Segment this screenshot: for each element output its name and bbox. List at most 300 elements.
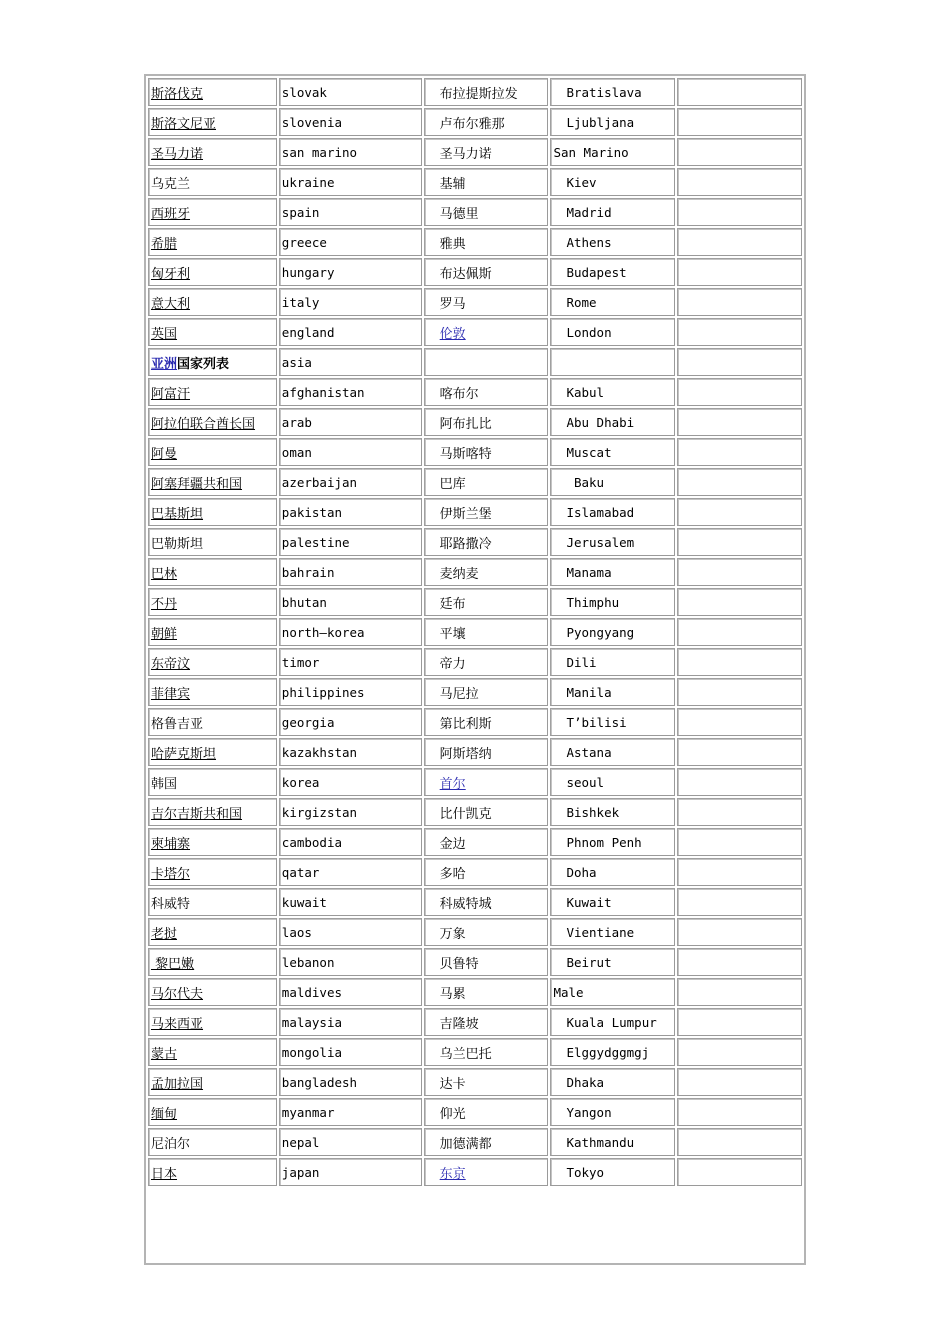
capital-zh-cell [424,1098,549,1126]
capital-en-cell [550,618,675,646]
country-en-cell [279,468,422,496]
empty-cell [677,1098,802,1126]
country-zh-cell [148,1158,277,1186]
capital-zh: 乌兰巴托 [439,1046,492,1062]
capital-en: Kiev [566,174,597,190]
table-row [148,468,802,496]
country-en-cell [279,828,422,856]
country-capital-table-frame [144,74,806,1265]
country-en: slovak [281,84,327,100]
capital-zh-cell [424,708,549,736]
country-zh-cell [148,1068,277,1096]
empty-cell [677,1068,802,1096]
capital-en-cell [550,918,675,946]
country-zh-cell [148,228,277,256]
capital-zh: 贝鲁特 [439,956,479,972]
empty-cell [677,1158,802,1186]
table-row [148,258,802,286]
table-row [148,978,802,1006]
country-zh-link[interactable]: 东帝汶 [151,656,191,672]
table-row [148,198,802,226]
country-zh-cell [148,798,277,826]
capital-zh: 科威特城 [439,896,492,912]
table-row [148,618,802,646]
empty-cell [677,618,802,646]
empty-cell [677,708,802,736]
country-en: cambodia [281,834,343,850]
empty-cell [677,258,802,286]
capital-zh-cell [424,828,549,856]
country-zh-cell [148,198,277,226]
capital-en-cell [550,1008,675,1036]
capital-zh: 布达佩斯 [439,266,492,282]
country-zh-cell [148,648,277,676]
empty-cell [677,108,802,136]
country-zh-cell [148,978,277,1006]
capital-zh-cell [424,108,549,136]
capital-en: Male [553,984,584,1000]
country-en-cell [279,138,422,166]
capital-zh-cell [424,288,549,316]
table-row [148,108,802,136]
country-en-cell [279,258,422,286]
capital-en: Jerusalem [566,534,635,550]
country-en-cell [279,1158,422,1186]
country-en-cell [279,198,422,226]
capital-en: Rome [566,294,597,310]
table-row [148,918,802,946]
capital-zh: 基辅 [439,176,466,192]
capital-en-cell [550,738,675,766]
empty-cell [677,558,802,586]
country-en-cell [279,318,422,346]
country-en: italy [281,294,320,310]
country-zh-link[interactable]: 菲律宾 [151,686,191,702]
country-zh-cell [148,1128,277,1156]
capital-zh-cell [424,168,549,196]
table-row [148,228,802,256]
country-zh-link[interactable]: 西班牙 [151,206,191,222]
capital-en-cell [550,258,675,286]
country-en: georgia [281,714,335,730]
table-row [148,498,802,526]
empty-cell [677,858,802,886]
country-zh: 巴勒斯坦 [151,536,204,552]
capital-en: Vientiane [566,924,635,940]
country-en-cell [279,648,422,676]
capital-en-cell [550,1098,675,1126]
country-en-cell [279,348,422,376]
capital-zh-cell [424,498,549,526]
country-en: palestine [281,534,350,550]
capital-zh-cell [424,1128,549,1156]
empty-cell [677,438,802,466]
capital-en-cell [550,168,675,196]
capital-zh: 马德里 [439,206,479,222]
country-zh-cell [148,888,277,916]
country-en-cell [279,168,422,196]
capital-en-cell [550,78,675,106]
country-en-cell [279,768,422,796]
country-zh-link[interactable]: 斯洛伐克 [151,86,204,102]
country-zh-link[interactable]: 卡塔尔 [151,866,191,882]
country-zh-link[interactable]: 阿曼 [151,446,178,462]
country-en: spain [281,204,320,220]
country-en-cell [279,228,422,256]
capital-en: seoul [566,774,605,790]
table-body [148,78,802,1186]
country-zh-cell [148,618,277,646]
capital-en: Yangon [566,1104,612,1120]
capital-en-cell [550,378,675,406]
country-zh: 格鲁吉亚 [151,716,204,732]
capital-en-cell [550,708,675,736]
empty-cell [677,408,802,436]
empty-cell [677,168,802,196]
capital-en: T’bilisi [566,714,627,730]
empty-cell [677,198,802,226]
country-en-cell [279,798,422,826]
capital-en-cell [550,318,675,346]
empty-cell [677,1038,802,1066]
country-en: maldives [281,984,343,1000]
country-en-cell [279,528,422,556]
capital-zh: 巴库 [439,476,466,492]
empty-cell [677,78,802,106]
capital-zh: 阿斯塔纳 [439,746,492,762]
capital-en: London [566,324,612,340]
country-en: england [281,324,335,340]
country-en: kirgizstan [281,804,358,820]
country-en-cell [279,738,422,766]
capital-en-cell [550,498,675,526]
capital-zh: 平壤 [439,626,466,642]
country-en: timor [281,654,320,670]
capital-en-cell [550,348,675,376]
empty-cell [677,228,802,256]
capital-en-cell [550,198,675,226]
capital-zh-cell [424,1008,549,1036]
country-en-cell [279,288,422,316]
capital-en-cell [550,798,675,826]
capital-en-cell [550,648,675,676]
capital-en-cell [550,528,675,556]
country-zh-link[interactable]: 朝鲜 [151,626,178,642]
country-en: greece [281,234,327,250]
capital-zh-cell [424,648,549,676]
capital-zh-cell [424,918,549,946]
empty-cell [677,798,802,826]
table-row [148,948,802,976]
country-zh-cell [148,378,277,406]
country-en: philippines [281,684,365,700]
capital-en-cell [550,1068,675,1096]
country-zh-link[interactable]: 斯洛文尼亚 [151,116,217,132]
country-en: oman [281,444,312,460]
capital-en: Phnom Penh [566,834,642,850]
capital-en: Madrid [566,204,612,220]
country-en-cell [279,978,422,1006]
country-en: san marino [281,144,358,160]
capital-zh-cell [424,138,549,166]
country-en: hungary [281,264,335,280]
capital-en: Astana [566,744,612,760]
capital-zh: 马斯喀特 [439,446,492,462]
capital-zh: 帝力 [439,656,466,672]
capital-en: Tokyo [566,1164,605,1180]
capital-en: Kabul [566,384,605,400]
capital-zh: 阿布扎比 [439,416,492,432]
capital-zh-cell [424,468,549,496]
capital-en: Athens [566,234,612,250]
capital-zh-cell [424,618,549,646]
country-zh-link[interactable]: 马来西亚 [151,1016,204,1032]
capital-zh-cell [424,258,549,286]
capital-en-cell [550,108,675,136]
country-en-cell [279,1128,422,1156]
empty-cell [677,318,802,346]
capital-zh-link[interactable]: 首尔 [439,776,466,792]
empty-cell [677,1008,802,1036]
table-row [148,438,802,466]
country-zh-cell [148,1038,277,1066]
capital-en: Beirut [566,954,612,970]
country-en-cell [279,408,422,436]
table-row [148,738,802,766]
country-en: ukraine [281,174,335,190]
capital-zh: 耶路撒冷 [439,536,492,552]
empty-cell [677,678,802,706]
country-en: pakistan [281,504,343,520]
capital-en: Kathmandu [566,1134,635,1150]
country-zh-link[interactable]: 阿塞拜疆共和国 [151,476,243,492]
table-row [148,588,802,616]
country-en: north—korea [281,624,365,640]
capital-zh: 卢布尔雅那 [439,116,505,132]
capital-zh-cell [424,378,549,406]
country-zh: 尼泊尔 [151,1136,191,1152]
empty-cell [677,588,802,616]
country-zh-link[interactable]: 哈萨克斯坦 [151,746,217,762]
country-en: japan [281,1164,320,1180]
country-en-cell [279,678,422,706]
country-en-cell [279,1008,422,1036]
capital-en-cell [550,828,675,856]
table-row [148,318,802,346]
country-en-cell [279,78,422,106]
empty-cell [677,918,802,946]
country-en: lebanon [281,954,335,970]
table-row [148,708,802,736]
country-en: nepal [281,1134,320,1150]
table-row [148,1158,802,1186]
continent-link[interactable]: 亚洲 [151,356,178,372]
capital-zh-cell [424,858,549,886]
table-row [148,78,802,106]
capital-zh-cell [424,408,549,436]
country-en: bahrain [281,564,335,580]
country-en-cell [279,438,422,466]
capital-zh: 仰光 [439,1106,466,1122]
capital-zh: 比什凯克 [439,806,492,822]
country-zh-link[interactable]: 希腊 [151,236,178,252]
capital-zh: 加德满都 [439,1136,492,1152]
country-en: afghanistan [281,384,365,400]
country-zh-link[interactable]: 意大利 [151,296,191,312]
empty-cell [677,1128,802,1156]
country-en: korea [281,774,320,790]
capital-zh: 达卡 [439,1076,466,1092]
capital-zh-cell [424,1158,549,1186]
capital-en: Muscat [566,444,612,460]
country-zh-cell [148,348,277,376]
capital-zh-cell [424,678,549,706]
capital-zh-cell [424,348,549,376]
country-zh-cell [148,468,277,496]
capital-en: Baku [566,474,605,490]
capital-zh: 马尼拉 [439,686,479,702]
country-zh-link[interactable]: 柬埔寨 [151,836,191,852]
country-zh-link[interactable]: 圣马力诺 [151,146,204,162]
table-row [148,1128,802,1156]
capital-en-cell [550,888,675,916]
capital-zh-cell [424,888,549,916]
country-zh-cell [148,78,277,106]
capital-en: Abu Dhabi [566,414,635,430]
country-en-cell [279,618,422,646]
country-zh-cell [148,858,277,886]
capital-zh-link[interactable]: 伦敦 [439,326,466,342]
country-zh-link[interactable]: 日本 [151,1166,178,1182]
country-en: kazakhstan [281,744,358,760]
capital-en-cell [550,1038,675,1066]
country-zh-cell [148,408,277,436]
table-row [148,378,802,406]
country-zh-cell [148,708,277,736]
section-heading-text: 国家列表 [177,356,230,372]
capital-zh-cell [424,798,549,826]
capital-en: Kuala Lumpur [566,1014,657,1030]
country-zh-link[interactable]: 马尔代夫 [151,986,204,1002]
country-zh-link[interactable]: 老挝 [151,926,178,942]
capital-zh-cell [424,198,549,226]
country-zh-link[interactable]: 巴林 [151,566,178,582]
capital-zh-cell [424,948,549,976]
capital-en-cell [550,1128,675,1156]
table-row [148,858,802,886]
capital-en: Elggydggmgj [566,1044,650,1060]
country-en: malaysia [281,1014,343,1030]
country-en-cell [279,1068,422,1096]
country-en: kuwait [281,894,327,910]
country-en-cell [279,948,422,976]
country-en: laos [281,924,312,940]
country-zh-cell [148,168,277,196]
country-zh: 科威特 [151,896,191,912]
capital-en-cell [550,978,675,1006]
capital-zh-cell [424,738,549,766]
country-en: slovenia [281,114,343,130]
table-row [148,1038,802,1066]
capital-en: Islamabad [566,504,635,520]
country-en: myanmar [281,1104,335,1120]
capital-zh: 马累 [439,986,466,1002]
country-zh-link[interactable]: 阿拉伯联合酋长国 [151,416,256,432]
country-zh-cell [148,1098,277,1126]
capital-zh-cell [424,558,549,586]
capital-zh-cell [424,588,549,616]
capital-en: Thimphu [566,594,620,610]
capital-zh-cell [424,438,549,466]
empty-cell [677,948,802,976]
table-row [148,648,802,676]
empty-cell [677,288,802,316]
country-en: qatar [281,864,320,880]
capital-en: Manama [566,564,612,580]
capital-zh-link[interactable]: 东京 [439,1166,466,1182]
country-zh-link[interactable]: 不丹 [151,596,178,612]
empty-cell [677,828,802,856]
empty-cell [677,738,802,766]
country-zh-cell [148,288,277,316]
country-en: bangladesh [281,1074,358,1090]
capital-en-cell [550,408,675,436]
country-zh-link[interactable]: 匈牙利 [151,266,191,282]
country-zh-link[interactable]: 吉尔吉斯共和国 [151,806,243,822]
table-row [148,558,802,586]
country-en: azerbaijan [281,474,358,490]
capital-zh: 多哈 [439,866,466,882]
country-zh-link[interactable]: 蒙古 [151,1046,178,1062]
capital-zh: 布拉提斯拉发 [439,86,518,102]
capital-zh: 第比利斯 [439,716,492,732]
country-zh-link[interactable]: 阿富汗 [151,386,191,402]
country-en-cell [279,918,422,946]
empty-cell [677,888,802,916]
capital-zh-cell [424,978,549,1006]
country-zh-link[interactable]: 缅甸 [151,1106,178,1122]
capital-en-cell [550,858,675,886]
country-en-cell [279,1098,422,1126]
country-zh-link[interactable]: 黎巴嫩 [151,956,195,972]
table-row [148,1098,802,1126]
capital-en-cell [550,588,675,616]
country-en-cell [279,888,422,916]
country-zh: 乌克兰 [151,176,191,192]
capital-zh: 麦纳麦 [439,566,479,582]
country-en-cell [279,108,422,136]
capital-en-cell [550,768,675,796]
capital-en: Kuwait [566,894,612,910]
capital-zh: 罗马 [439,296,466,312]
capital-en: Bratislava [566,84,642,100]
capital-en-cell [550,948,675,976]
capital-en: Doha [566,864,597,880]
table-row [148,768,802,796]
empty-cell [677,768,802,796]
capital-en-cell [550,438,675,466]
capital-zh: 喀布尔 [439,386,479,402]
capital-en-cell [550,288,675,316]
capital-zh: 万象 [439,926,466,942]
country-zh-link[interactable]: 英国 [151,326,178,342]
table-row [148,288,802,316]
capital-en-cell [550,228,675,256]
country-zh-link[interactable]: 巴基斯坦 [151,506,204,522]
capital-zh-cell [424,1038,549,1066]
country-zh-link[interactable]: 孟加拉国 [151,1076,204,1092]
country-en: bhutan [281,594,327,610]
